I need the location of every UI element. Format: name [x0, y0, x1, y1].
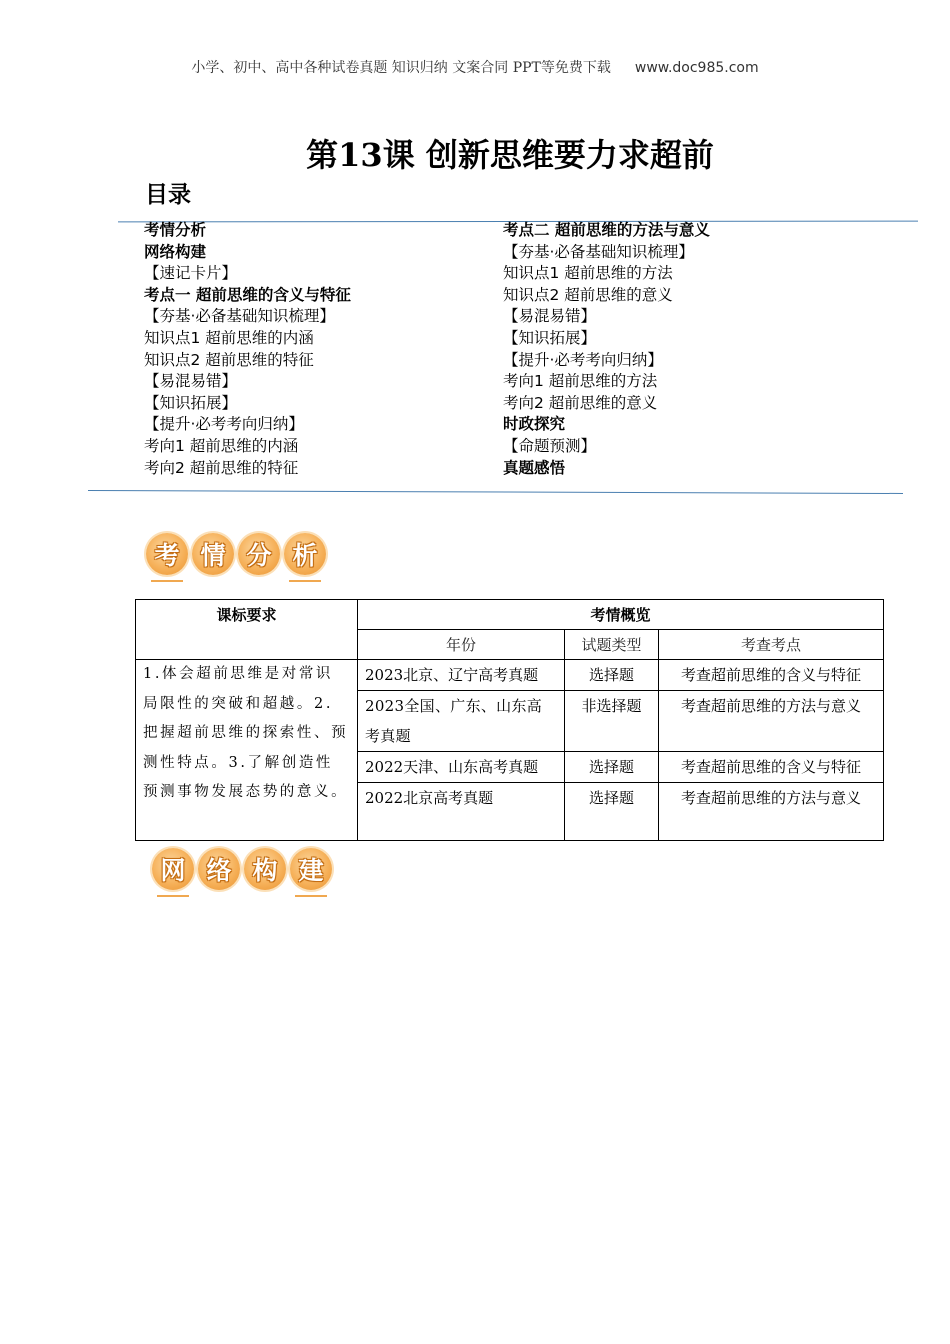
banner-char: 建 — [290, 848, 332, 890]
toc-item[interactable]: 知识点2 超前思维的特征 — [144, 350, 314, 369]
toc-item[interactable]: 知识点1 超前思维的方法 — [503, 264, 673, 283]
toc-item[interactable]: 【知识拓展】 — [503, 328, 597, 347]
table-cell-year: 2023北京、辽宁高考真题 — [358, 660, 565, 691]
toc-item[interactable]: 网络构建 — [144, 242, 207, 261]
toc-item[interactable]: 【易混易错】 — [144, 372, 238, 391]
exam-overview-table — [135, 599, 884, 841]
sub-header-point: 考查考点 — [659, 630, 884, 660]
toc-item[interactable]: 考向2 超前思维的意义 — [503, 393, 658, 412]
col-header-overview: 考情概览 — [358, 600, 884, 630]
table-cell-type: 选择题 — [565, 752, 659, 783]
toc-right-column — [503, 220, 710, 479]
toc-item[interactable]: 【提升·必考考向归纳】 — [503, 350, 663, 369]
banner-char: 络 — [198, 848, 240, 890]
toc-item[interactable]: 时政探究 — [503, 415, 566, 434]
header-left-text: 小学、初中、高中各种试卷真题 知识归纳 文案合同 PPT等免费下载 — [191, 60, 611, 76]
header-url[interactable]: www.doc985.com — [634, 60, 759, 76]
toc-item[interactable]: 【易混易错】 — [503, 307, 597, 326]
banner-char: 情 — [192, 533, 234, 575]
toc-item[interactable]: 考点二 超前思维的方法与意义 — [503, 221, 710, 239]
requirements-cell: 1.体会超前思维是对常识局限性的突破和超越。2.把握超前思维的探索性、预测性特点。3.了解创造性预测事物发展态势的意义。 — [136, 660, 358, 841]
toc-item[interactable]: 知识点1 超前思维的内涵 — [144, 328, 314, 347]
section-banner-wangluo — [152, 848, 332, 897]
table-cell-type: 选择题 — [565, 783, 659, 841]
section-banner-kaoqing — [146, 533, 326, 582]
table-cell-point: 考查超前思维的方法与意义 — [659, 691, 884, 752]
table-cell-point: 考查超前思维的含义与特征 — [659, 660, 884, 691]
toc-heading: 目录 — [145, 182, 191, 208]
toc-item[interactable]: 知识点2 超前思维的意义 — [503, 285, 673, 304]
table-cell-year: 2022天津、山东高考真题 — [358, 752, 565, 783]
table-cell-point: 考查超前思维的方法与意义 — [659, 783, 884, 841]
sub-header-type: 试题类型 — [565, 630, 659, 660]
banner-char: 析 — [284, 533, 326, 575]
toc-item[interactable]: 【速记卡片】 — [144, 264, 238, 283]
col-header-requirements: 课标要求 — [136, 600, 358, 660]
toc-item[interactable]: 考向1 超前思维的内涵 — [144, 436, 299, 455]
toc-item[interactable]: 考向1 超前思维的方法 — [503, 372, 658, 391]
toc-item[interactable]: 真题感悟 — [503, 458, 566, 477]
toc-item[interactable]: 【命题预测】 — [503, 436, 597, 455]
banner-char: 考 — [146, 533, 188, 575]
banner-char: 分 — [238, 533, 280, 575]
table-cell-type: 非选择题 — [565, 691, 659, 752]
table-cell-year: 2023全国、广东、山东高考真题 — [358, 691, 565, 752]
toc-item[interactable]: 考情分析 — [144, 221, 207, 239]
banner-char: 网 — [152, 848, 194, 890]
page-title: 第13课 创新思维要力求超前 — [306, 136, 714, 174]
page-header — [0, 57, 950, 77]
toc-item[interactable]: 【提升·必考考向归纳】 — [144, 415, 304, 434]
banner-underline — [146, 580, 326, 582]
toc-item[interactable]: 【夯基·必备基础知识梳理】 — [503, 242, 694, 261]
table-cell-type: 选择题 — [565, 660, 659, 691]
toc-item[interactable]: 考向2 超前思维的特征 — [144, 458, 299, 477]
toc-item[interactable]: 考点一 超前思维的含义与特征 — [144, 285, 351, 304]
table-cell-year: 2022北京高考真题 — [358, 783, 565, 841]
sub-header-year: 年份 — [358, 630, 565, 660]
table-cell-point: 考查超前思维的含义与特征 — [659, 752, 884, 783]
toc-left-column — [144, 220, 351, 479]
banner-char: 构 — [244, 848, 286, 890]
banner-underline — [152, 895, 332, 897]
toc-item[interactable]: 【夯基·必备基础知识梳理】 — [144, 307, 335, 326]
toc-bottom-rule — [88, 490, 903, 494]
toc-item[interactable]: 【知识拓展】 — [144, 393, 238, 412]
